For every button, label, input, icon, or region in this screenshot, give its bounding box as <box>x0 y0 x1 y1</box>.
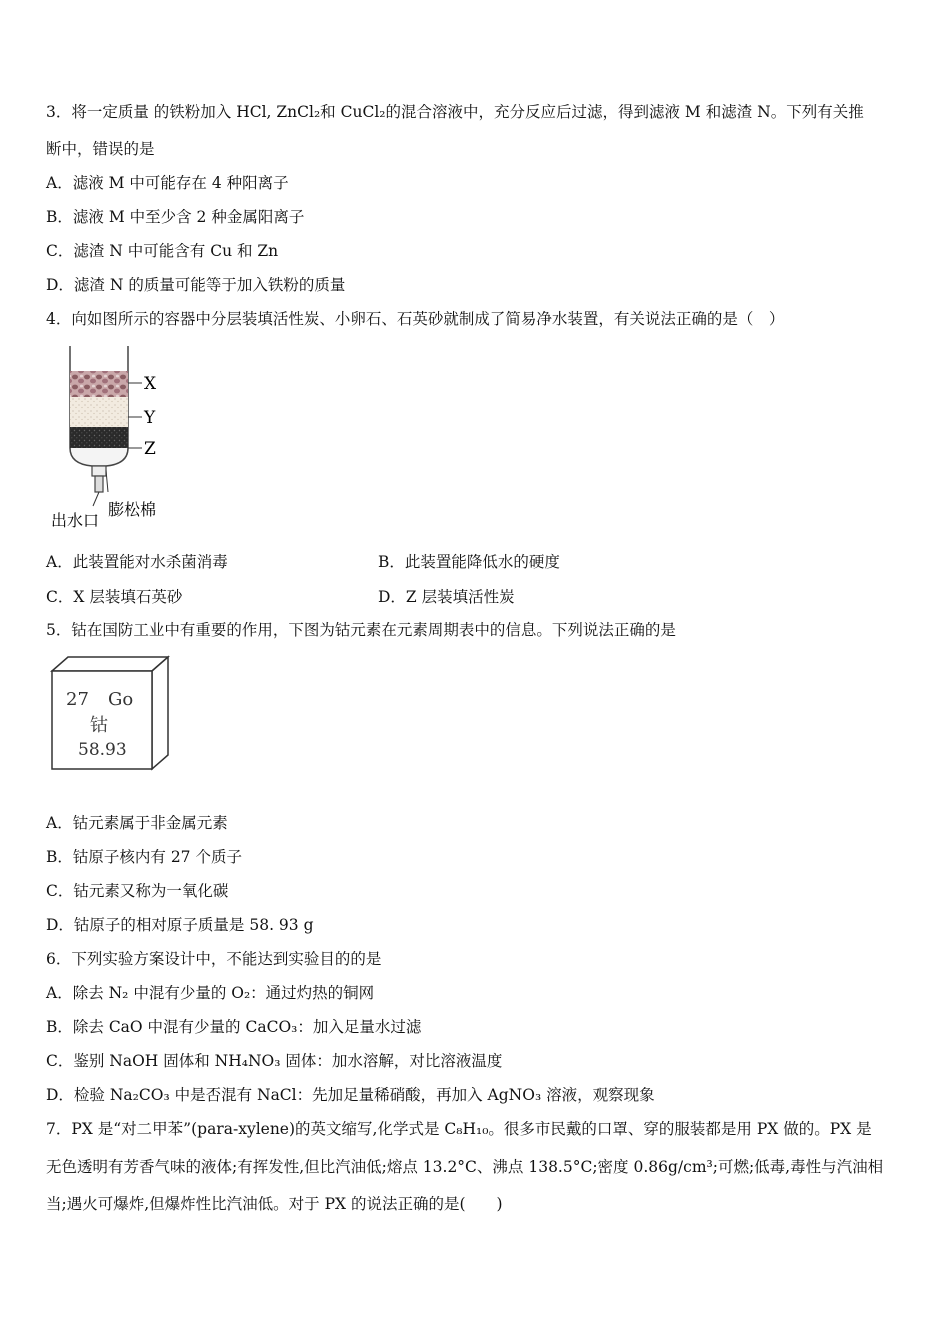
q5-option-b: B．钴原子核内有 27 个质子 <box>46 848 242 866</box>
q4-option-b: B．此装置能降低水的硬度 <box>378 553 560 571</box>
q5-stem: 5．钴在国防工业中有重要的作用，下图为钴元素在元素周期表中的信息。下列说法正确的是 <box>46 621 676 639</box>
q6-option-d: D．检验 Na₂CO₃ 中是否混有 NaCl：先加足量稀硝酸，再加入 AgNO₃ 溶液，观察现象 <box>46 1086 655 1104</box>
water-purifier-figure <box>48 344 178 534</box>
q6-option-c: C．鉴别 NaOH 固体和 NH₄NO₃ 固体：加水溶解，对比溶液温度 <box>46 1052 503 1070</box>
label-x: X <box>144 374 157 394</box>
q5-option-d: D．钴原子的相对原子质量是 58. 93 g <box>46 916 314 934</box>
q3-option-a: A．滤液 M 中可能存在 4 种阳离子 <box>46 174 289 192</box>
q5-option-c: C．钴元素又称为一氧化碳 <box>46 882 229 900</box>
q3-option-b: B．滤液 M 中至少含 2 种金属阳离子 <box>46 208 305 226</box>
atomic-mass: 58.93 <box>78 740 127 760</box>
q3-option-d: D．滤渣 N 的质量可能等于加入铁粉的质量 <box>46 276 346 294</box>
q7-stem-line-2: 无色透明有芳香气味的液体;有挥发性,但比汽油低;熔点 13.2°C、沸点 138.5°C;密度 0.86g/cm³;可燃;低毒,毒性与汽油相 <box>46 1158 884 1176</box>
q6-option-b: B．除去 CaO 中混有少量的 CaCO₃：加入足量水过滤 <box>46 1018 422 1036</box>
q4-option-a: A．此装置能对水杀菌消毒 <box>46 553 228 571</box>
element-card-figure <box>50 655 172 775</box>
atomic-number: 27 <box>66 689 89 710</box>
layer-x <box>70 371 128 397</box>
q5-option-a: A．钴元素属于非金属元素 <box>46 814 228 832</box>
water-purifier-diagram <box>48 344 178 534</box>
q6-option-a: A．除去 N₂ 中混有少量的 O₂：通过灼热的铜网 <box>46 984 375 1002</box>
q6-stem: 6．下列实验方案设计中，不能达到实验目的的是 <box>46 950 382 968</box>
element-symbol: Go <box>108 689 134 710</box>
label-z: Z <box>144 439 156 459</box>
q7-stem-line-1: 7．PX 是“对二甲苯”(para-xylene)的英文缩写,化学式是 C₈H₁₀。很多市民戴的口罩、穿的服装都是用 PX 做的。PX 是 <box>46 1120 872 1138</box>
q3-stem-line-1: 3．将一定质量 的铁粉加入 HCl, ZnCl₂和 CuCl₂的混合溶液中，充分反应后过滤，得到滤液 M 和滤渣 N。下列有关推 <box>46 103 864 121</box>
q4-option-c: C．X 层装填石英砂 <box>46 588 183 606</box>
element-name: 钴 <box>90 715 108 736</box>
layer-z <box>70 427 128 449</box>
q4-stem: 4．向如图所示的容器中分层装填活性炭、小卵石、石英砂就制成了简易净水装置，有关说法正确的是（ ） <box>46 310 785 328</box>
q3-stem-line-2: 断中，错误的是 <box>46 140 155 158</box>
label-cotton: 膨松棉 <box>108 500 157 519</box>
cobalt-element-box <box>50 655 172 775</box>
layer-y <box>70 397 128 427</box>
q3-option-c: C．滤渣 N 中可能含有 Cu 和 Zn <box>46 242 279 260</box>
label-y: Y <box>144 408 156 428</box>
q7-stem-line-3: 当;遇火可爆炸,但爆炸性比汽油低。对于 PX 的说法正确的是( ) <box>46 1195 503 1213</box>
label-outlet: 出水口 <box>51 511 100 530</box>
q4-option-d: D．Z 层装填活性炭 <box>378 588 515 606</box>
